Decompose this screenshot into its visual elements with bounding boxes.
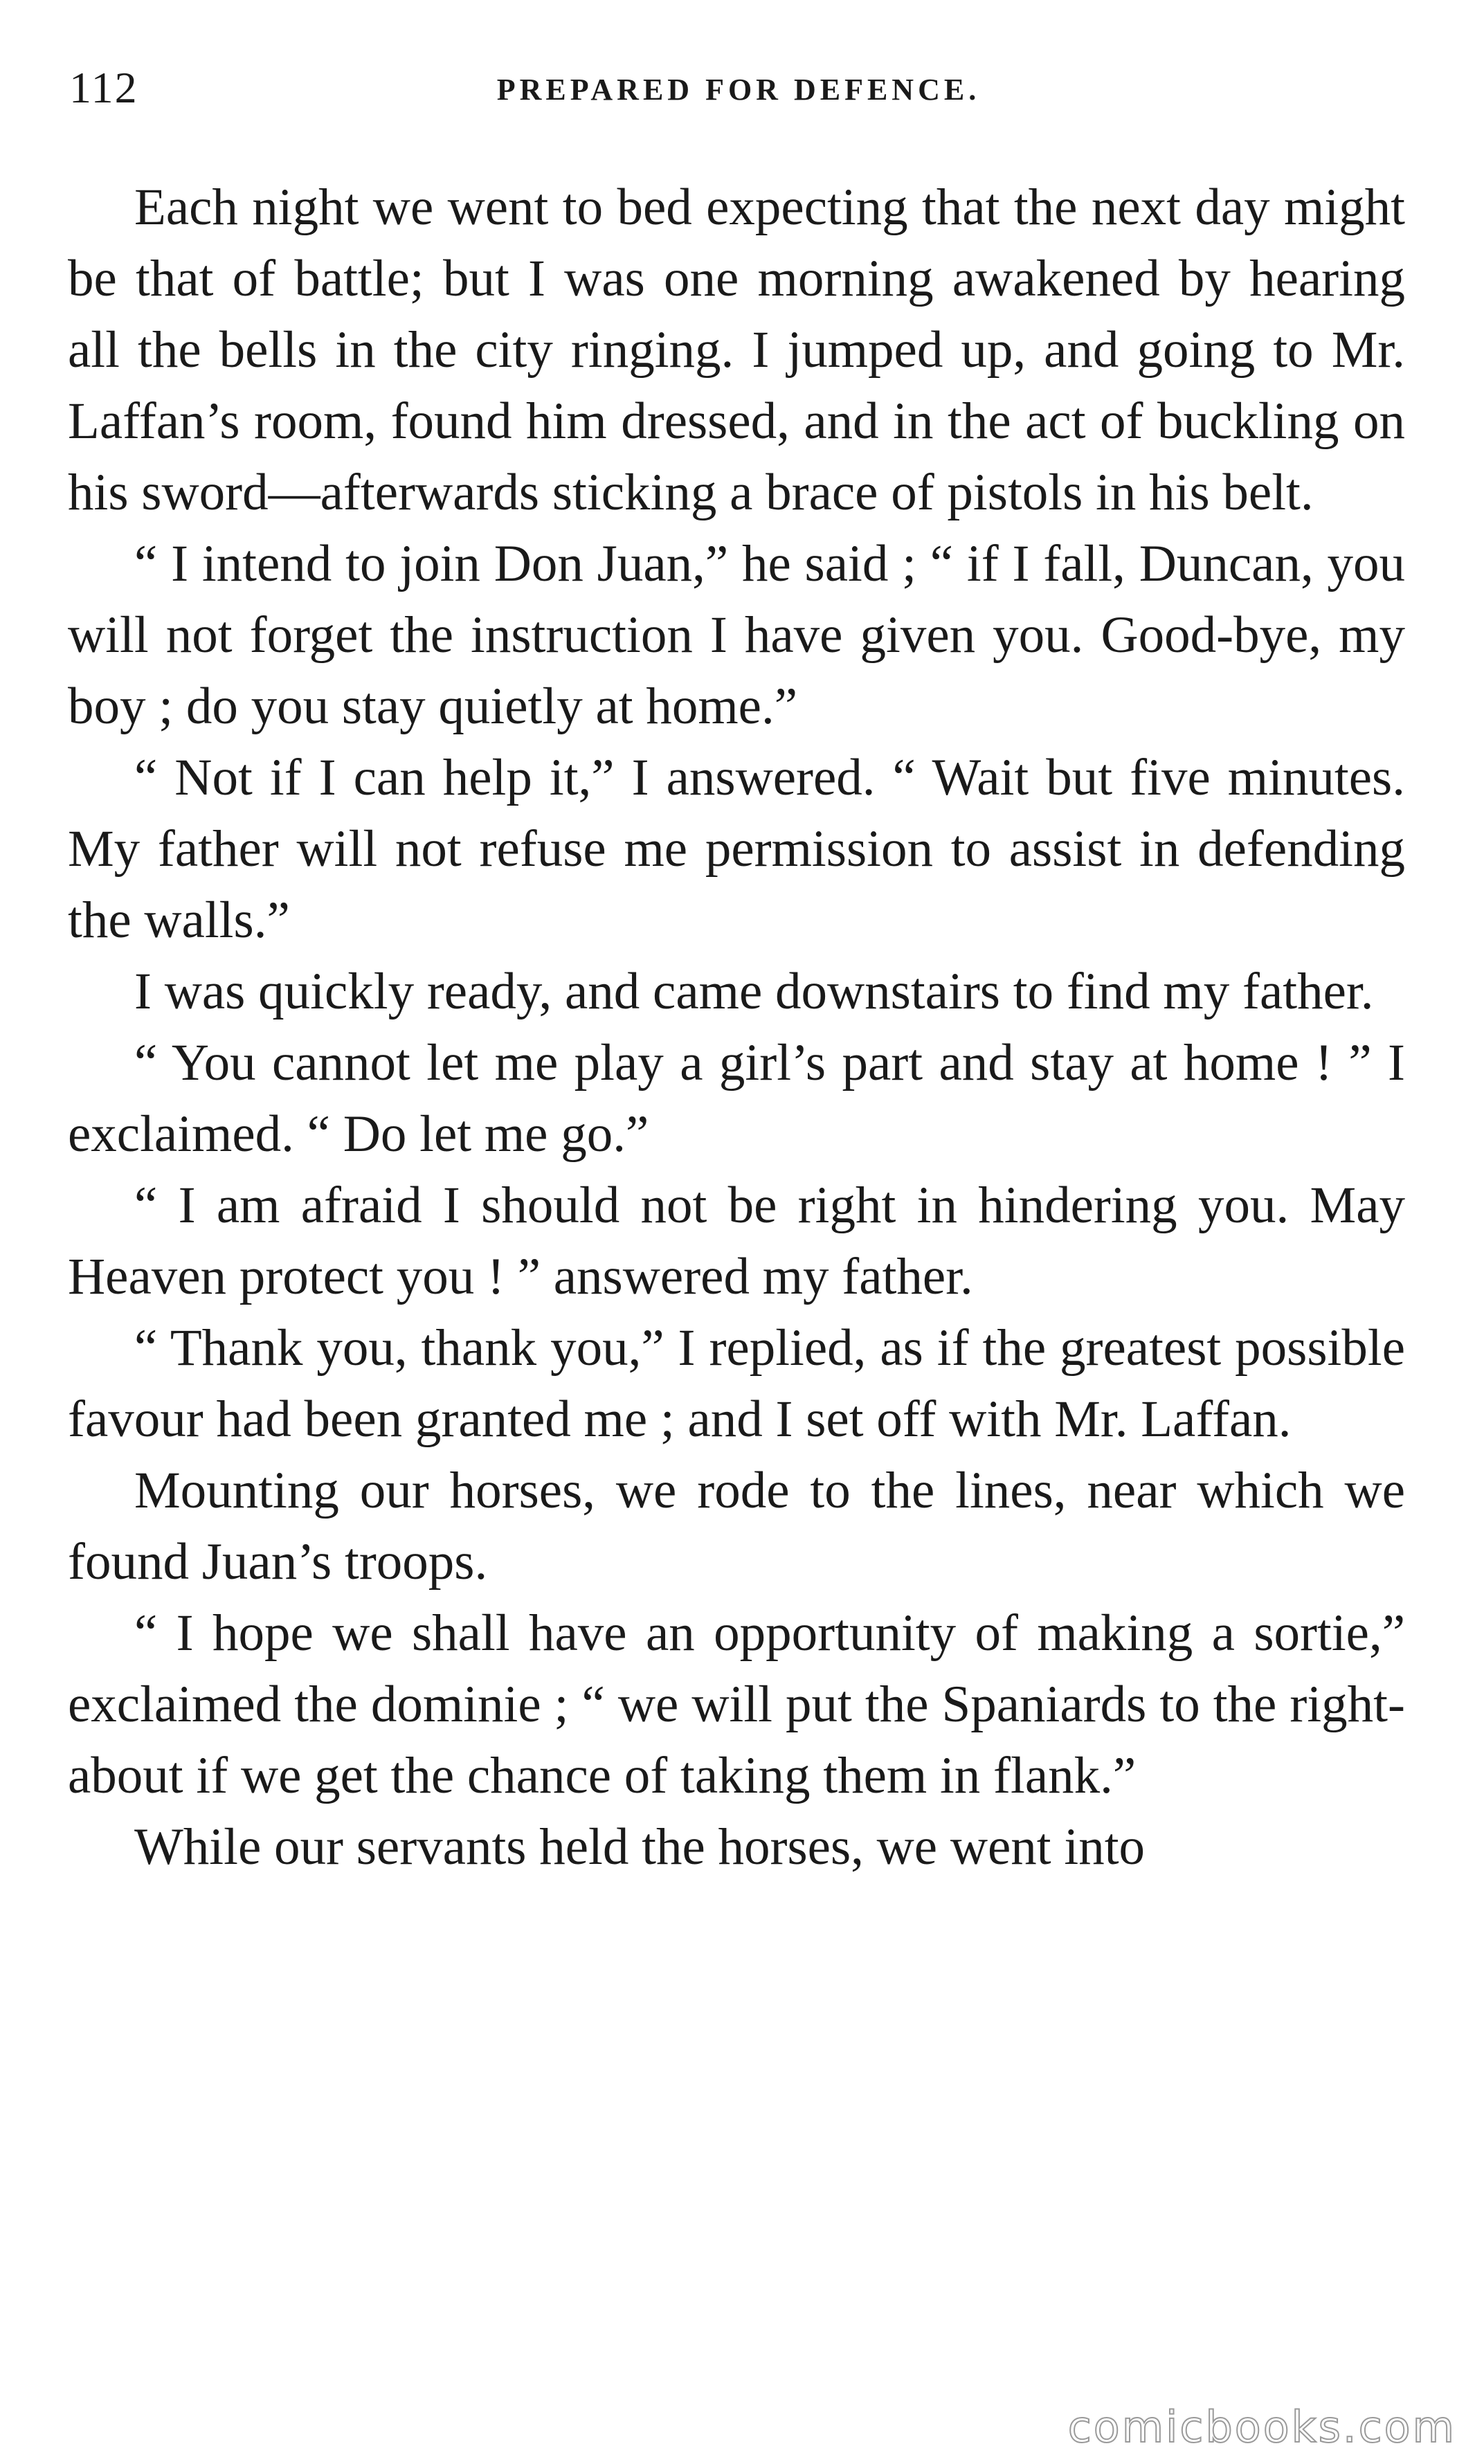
page-number: 112 xyxy=(69,63,138,112)
paragraph: “ I hope we shall have an opportunity of making a sortie,” exclaimed the dominie ; “ we will put the Spaniards to the right-about if we get the chance of taking them in flank.” xyxy=(68,1604,1405,1804)
paragraph: Each night we went to bed expecting that the next day might be that of battle; but I was one morning awakened by hearing all the bells in the city ringing. I jumped up, and going to Mr. Laffan’s room, found him dressed, and in the act of buckling on his sword—afterwards sticking a brace of pistols in his belt. xyxy=(68,179,1405,521)
paragraph: “ You cannot let me play a girl’s part and stay at home ! ” I exclaimed. “ Do let me go.” xyxy=(68,1034,1405,1163)
watermark: comicbooks.com xyxy=(1067,2402,1456,2452)
running-head: PREPARED FOR DEFENCE. xyxy=(496,73,981,107)
paragraph: “ Thank you, thank you,” I replied, as if the greatest possible favour had been granted me ; and I set off with Mr. Laffan. xyxy=(68,1319,1405,1448)
paragraph: “ I intend to join Don Juan,” he said ; “ if I fall, Duncan, you will not forget the instruction I have given you. Good-bye, my boy ; do you stay quietly at home.” xyxy=(68,535,1405,735)
page-header xyxy=(69,62,1408,125)
body-text xyxy=(68,172,1405,1883)
paragraph: “ Not if I can help it,” I answered. “ Wait but five minutes. My father will not refuse me permission to assist in defending the walls.” xyxy=(68,749,1405,949)
paragraph: “ I am afraid I should not be right in hindering you. May Heaven protect you ! ” answered my father. xyxy=(68,1177,1405,1305)
paragraph: I was quickly ready, and came downstairs to find my father. xyxy=(134,963,1374,1020)
paragraph: Mounting our horses, we rode to the lines, near which we found Juan’s troops. xyxy=(68,1462,1405,1591)
paragraph: While our servants held the horses, we went into xyxy=(134,1818,1146,1876)
